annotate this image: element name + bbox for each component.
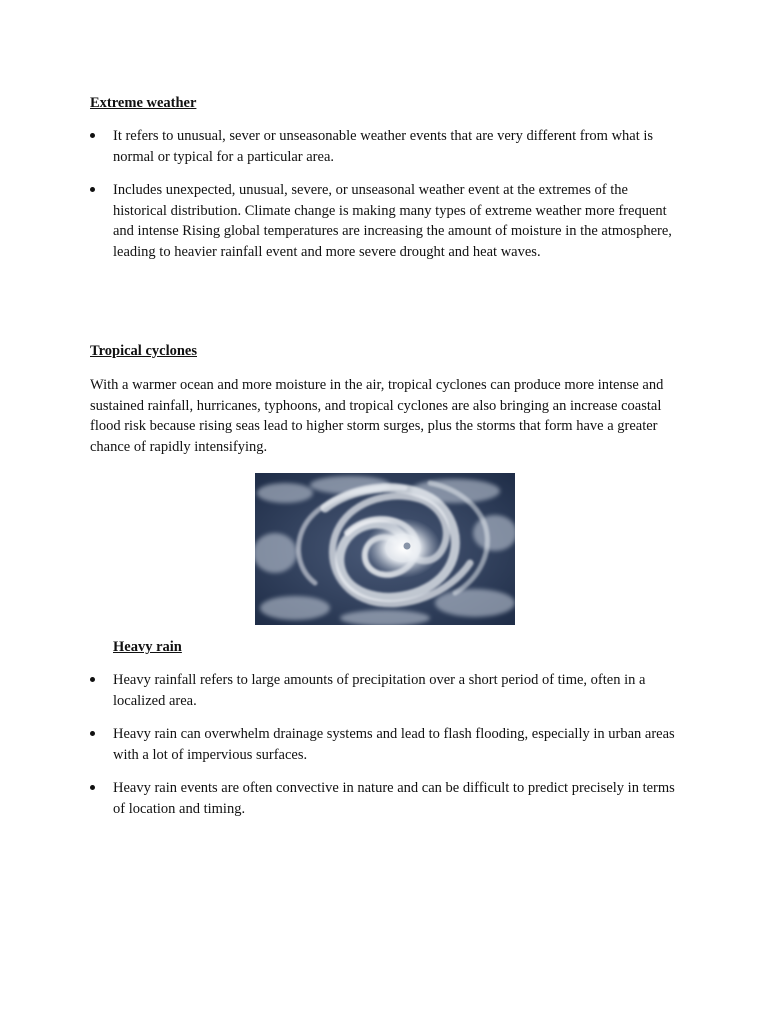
- bullet-icon: [90, 133, 95, 138]
- list-item: [90, 180, 680, 262]
- list-item: [90, 670, 680, 711]
- list-item: [90, 724, 680, 765]
- list-item-text: Heavy rain can overwhelm drainage systems and lead to flash flooding, especially in urban areas with a lot of impervious surfaces.: [113, 726, 675, 763]
- heading-tropical-cyclones: Tropical cyclones: [90, 343, 197, 359]
- tropical-cyclones-paragraph: With a warmer ocean and more moisture in the air, tropical cyclones can produce more intense and sustained rainfall, hurricanes, typhoons, and tropical cyclones are also bringing an increase coastal flood risk because rising seas lead to higher storm surges, plus the storms that form have a greater chance of rapidly intensifying.: [90, 377, 664, 455]
- bullet-icon: [90, 187, 95, 192]
- list-item: [90, 126, 680, 167]
- list-item-text: It refers to unusual, sever or unseasonable weather events that are very different from what is normal or typical for a particular area.: [113, 128, 654, 165]
- list-item: [90, 778, 680, 819]
- bullet-icon: [90, 677, 95, 682]
- bullet-icon: [90, 785, 95, 790]
- extreme-weather-list: [90, 126, 680, 262]
- list-item-text: Heavy rain events are often convective in nature and can be difficult to predict precisely in terms of location and timing.: [113, 780, 675, 817]
- heading-extreme-weather: Extreme weather: [90, 95, 197, 111]
- heavy-rain-list: [90, 670, 680, 819]
- heading-heavy-rain: Heavy rain: [113, 639, 182, 655]
- list-item-text: Includes unexpected, unusual, severe, or unseasonal weather event at the extremes of the historical distribution. Climate change is making many types of extreme weather more frequent and intense Rising global temperatures are increasing the amount of moisture in the atmosphere, leading to heavier rainfall event and more severe drought and heat waves.: [113, 182, 672, 260]
- list-item-text: Heavy rainfall refers to large amounts of precipitation over a short period of time, often in a localized area.: [113, 672, 646, 709]
- bullet-icon: [90, 731, 95, 736]
- cyclone-satellite-image: [255, 473, 515, 625]
